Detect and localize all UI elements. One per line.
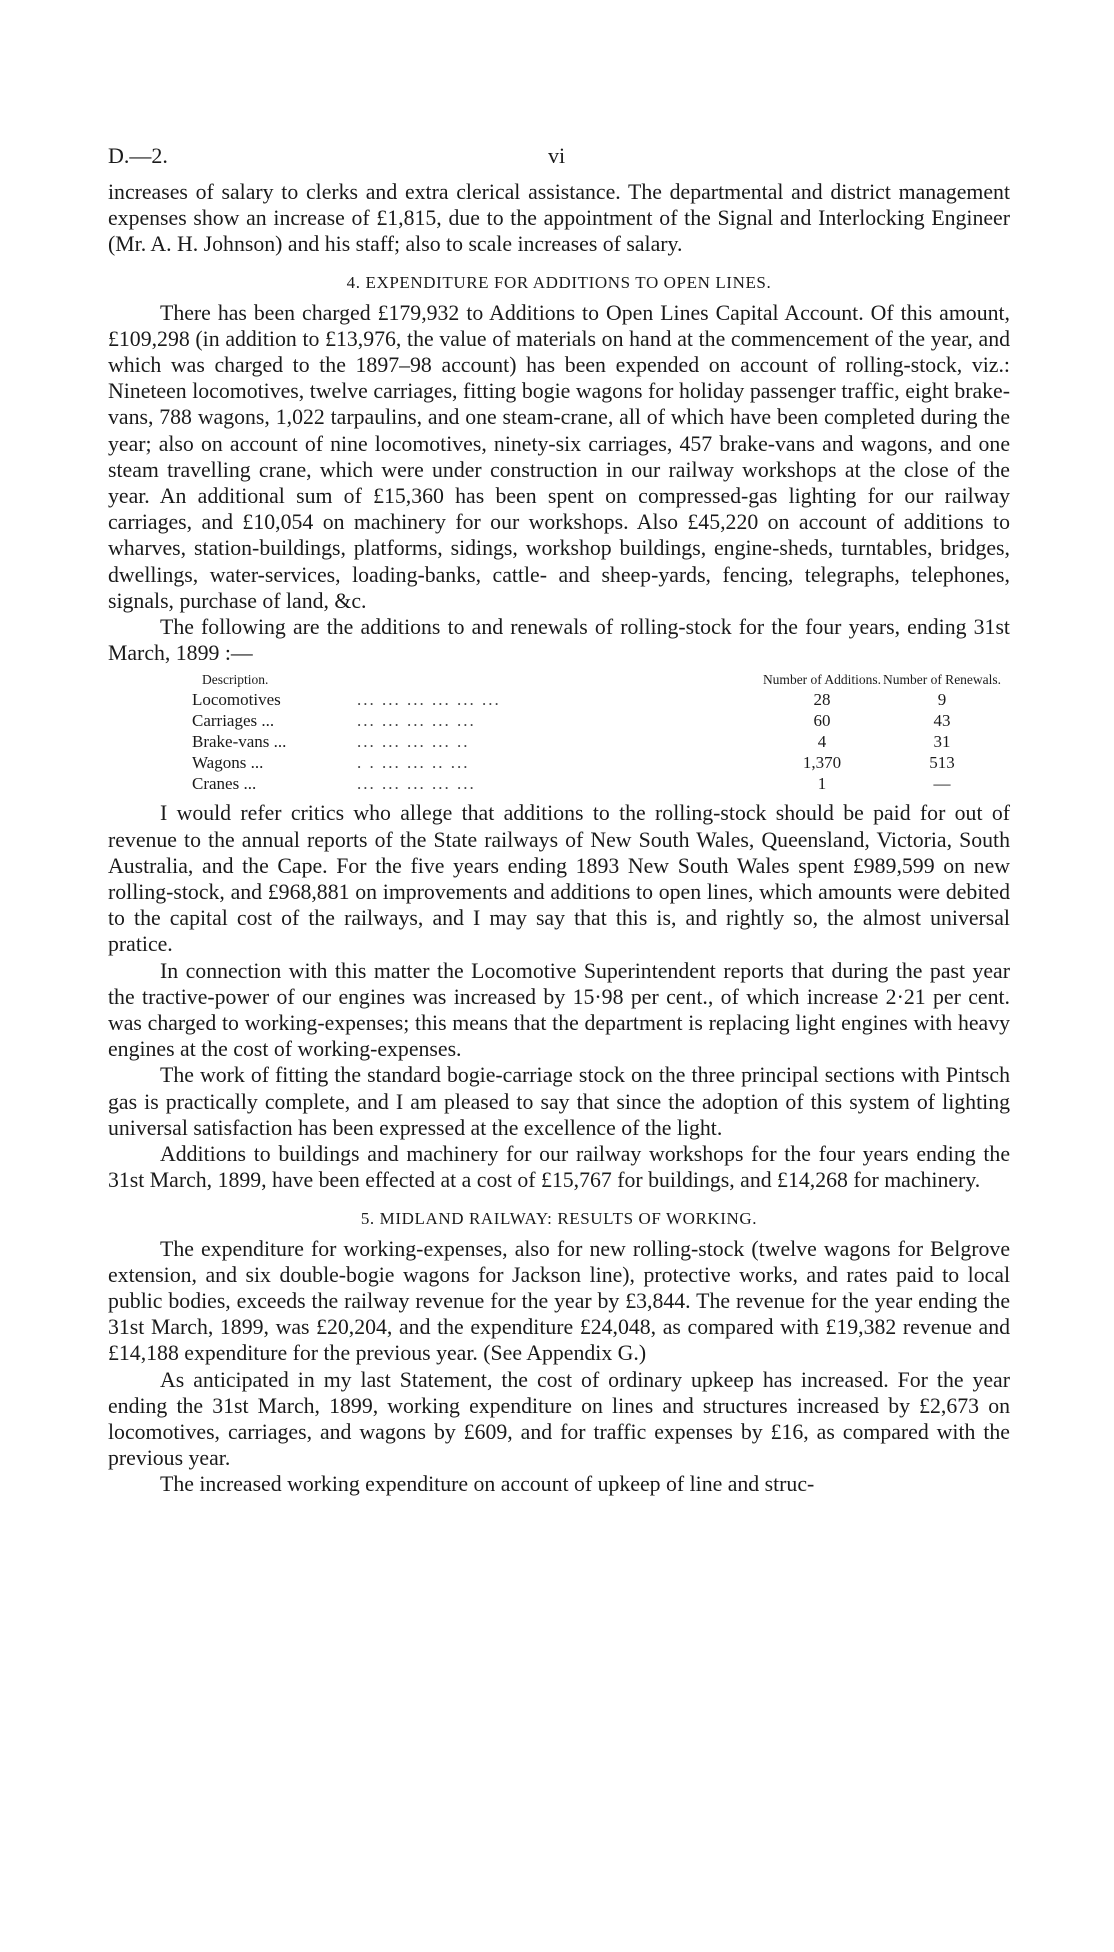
section-4-paragraph-6: Additions to buildings and machinery for our railway workshops for the four years ending the 31st March, 1899, have been effected at a cost of £15,767 for buildings, and £14,268 for machinery. <box>108 1142 1010 1193</box>
page-number: vi <box>548 143 566 168</box>
additions-value: 60 <box>813 711 831 731</box>
row-label: Carriages ... <box>192 711 275 731</box>
row-label: Wagons ... <box>192 753 264 773</box>
renewals-value: — <box>933 774 951 794</box>
table-row <box>192 752 1002 773</box>
row-label: Cranes ... <box>192 774 257 794</box>
table-row <box>192 731 1002 752</box>
column-header-renewals: Number of Renewals. <box>882 672 1002 688</box>
leader-dots: ... ... ... ... ... ... <box>357 690 501 710</box>
leader-dots: ... ... ... ... ... <box>357 774 476 794</box>
renewals-value: 31 <box>933 732 951 752</box>
table-row <box>192 773 1002 794</box>
table-header-row <box>192 672 1002 689</box>
renewals-value: 513 <box>929 753 955 773</box>
intro-paragraph: increases of salary to clerks and extra clerical assistance. The departmental and district management expenses show an increase of £1,815, due to the appointment of the Signal and Interlocking Engineer (Mr. A. H. Johnson) and his staff; also to scale increases of salary. <box>108 180 1010 257</box>
column-header-additions: Number of Additions. <box>762 672 882 688</box>
section-5-paragraph-3: The increased working expenditure on account of upkeep of line and struc- <box>160 1472 815 1497</box>
row-label: Brake-vans ... <box>192 732 287 752</box>
section-4-paragraph-3: I would refer critics who allege that additions to the rolling-stock should be paid for out of revenue to the annual reports of the State railways of New South Wales, Queensland, Victoria, South Australia, and the Cape. For the five years ending 1893 New South Wales spent £989,599 on new rolling-stock, and £968,881 on improvements and additions to open lines, which amounts were debited to the capital cost of the railways, and I may say that this is, and rightly so, the almost universal pratice. <box>108 801 1010 957</box>
table-row <box>192 710 1002 731</box>
section-4-paragraph-4: In connection with this matter the Locomotive Superintendent reports that during the past year the tractive-power of our engines was increased by 15·98 per cent., of which increase 2·21 per cent. was charged to working-expenses; this means that the department is replacing light engines with heavy engines at the cost of working-expenses. <box>108 958 1010 1062</box>
section-4-paragraph-5: The work of fitting the standard bogie-carriage stock on the three principal sections with Pintsch gas is practically complete, and I am pleased to say that since the adoption of this system of lighting universal satisfaction has been expressed at the excellence of the light. <box>108 1063 1010 1140</box>
document-page <box>108 143 1010 1498</box>
leader-dots: ... ... ... ... ... <box>357 711 476 731</box>
leader-dots: ... ... ... ... .. <box>357 732 470 752</box>
renewals-value: 9 <box>937 690 947 710</box>
section-5-paragraph-2: As anticipated in my last Statement, the cost of ordinary upkeep has increased. For the year ending the 31st March, 1899, working expenditure on lines and structures increased by £2,673 on locomotives, carriages, and wagons by £609, and for traffic expenses by £16, as compared with the previous year. <box>108 1367 1010 1471</box>
running-head <box>108 143 1010 179</box>
additions-value: 1 <box>817 774 827 794</box>
renewals-value: 43 <box>933 711 951 731</box>
document-code: D.—2. <box>108 143 168 168</box>
additions-value: 28 <box>813 690 831 710</box>
column-header-description: Description. <box>202 672 269 688</box>
additions-value: 4 <box>817 732 827 752</box>
section-5-title: 5. MIDLAND RAILWAY: RESULTS OF WORKING. <box>360 1208 758 1228</box>
section-5-paragraph-1: The expenditure for working-expenses, also for new rolling-stock (twelve wagons for Belgrove extension, and six double-bogie wagons for Jackson line), protective works, and rates paid to local public bodies, exceeds the railway revenue for the year by £3,844. The revenue for the year ending the 31st March, 1899, was £20,204, and the expenditure £24,048, as compared with £19,382 revenue and £14,188 expenditure for the previous year. (See Appendix G.) <box>108 1236 1010 1366</box>
section-4-paragraph-2: The following are the additions to and renewals of rolling-stock for the four years, ending 31st March, 1899 :— <box>108 615 1010 666</box>
additions-value: 1,370 <box>802 753 842 773</box>
leader-dots: . . ... ... .. ... <box>357 753 470 773</box>
section-4-title: 4. EXPENDITURE FOR ADDITIONS TO OPEN LINES. <box>346 272 772 292</box>
table-row <box>192 689 1002 710</box>
section-4-paragraph-1: There has been charged £179,932 to Additions to Open Lines Capital Account. Of this amount, £109,298 (in addition to £13,976, the value of materials on hand at the commencement of the year, and which was charged to the 1897–98 account) has been expended on account of rolling-stock, viz.: Nineteen locomotives, twelve carriages, fitting bogie wagons for holiday passenger traffic, eight brake-vans, 788 wagons, 1,022 tarpaulins, and one steam-crane, all of which have been completed during the year; also on account of nine locomotives, ninety-six carriages, 457 brake-vans and wagons, and one steam travelling crane, which were under construction in our railway workshops at the close of the year. An additional sum of £15,360 has been spent on compressed-gas lighting for our railway carriages, and £10,054 on machinery for our workshops. Also £45,220 on account of additions to wharves, station-buildings, platforms, sidings, workshop buildings, engine-sheds, turntables, bridges, dwellings, water-services, loading-banks, cattle- and sheep-yards, fencing, telegraphs, telephones, signals, purchase of land, &c. <box>108 300 1010 613</box>
rolling-stock-table <box>192 672 1002 794</box>
row-label: Locomotives <box>192 690 281 710</box>
